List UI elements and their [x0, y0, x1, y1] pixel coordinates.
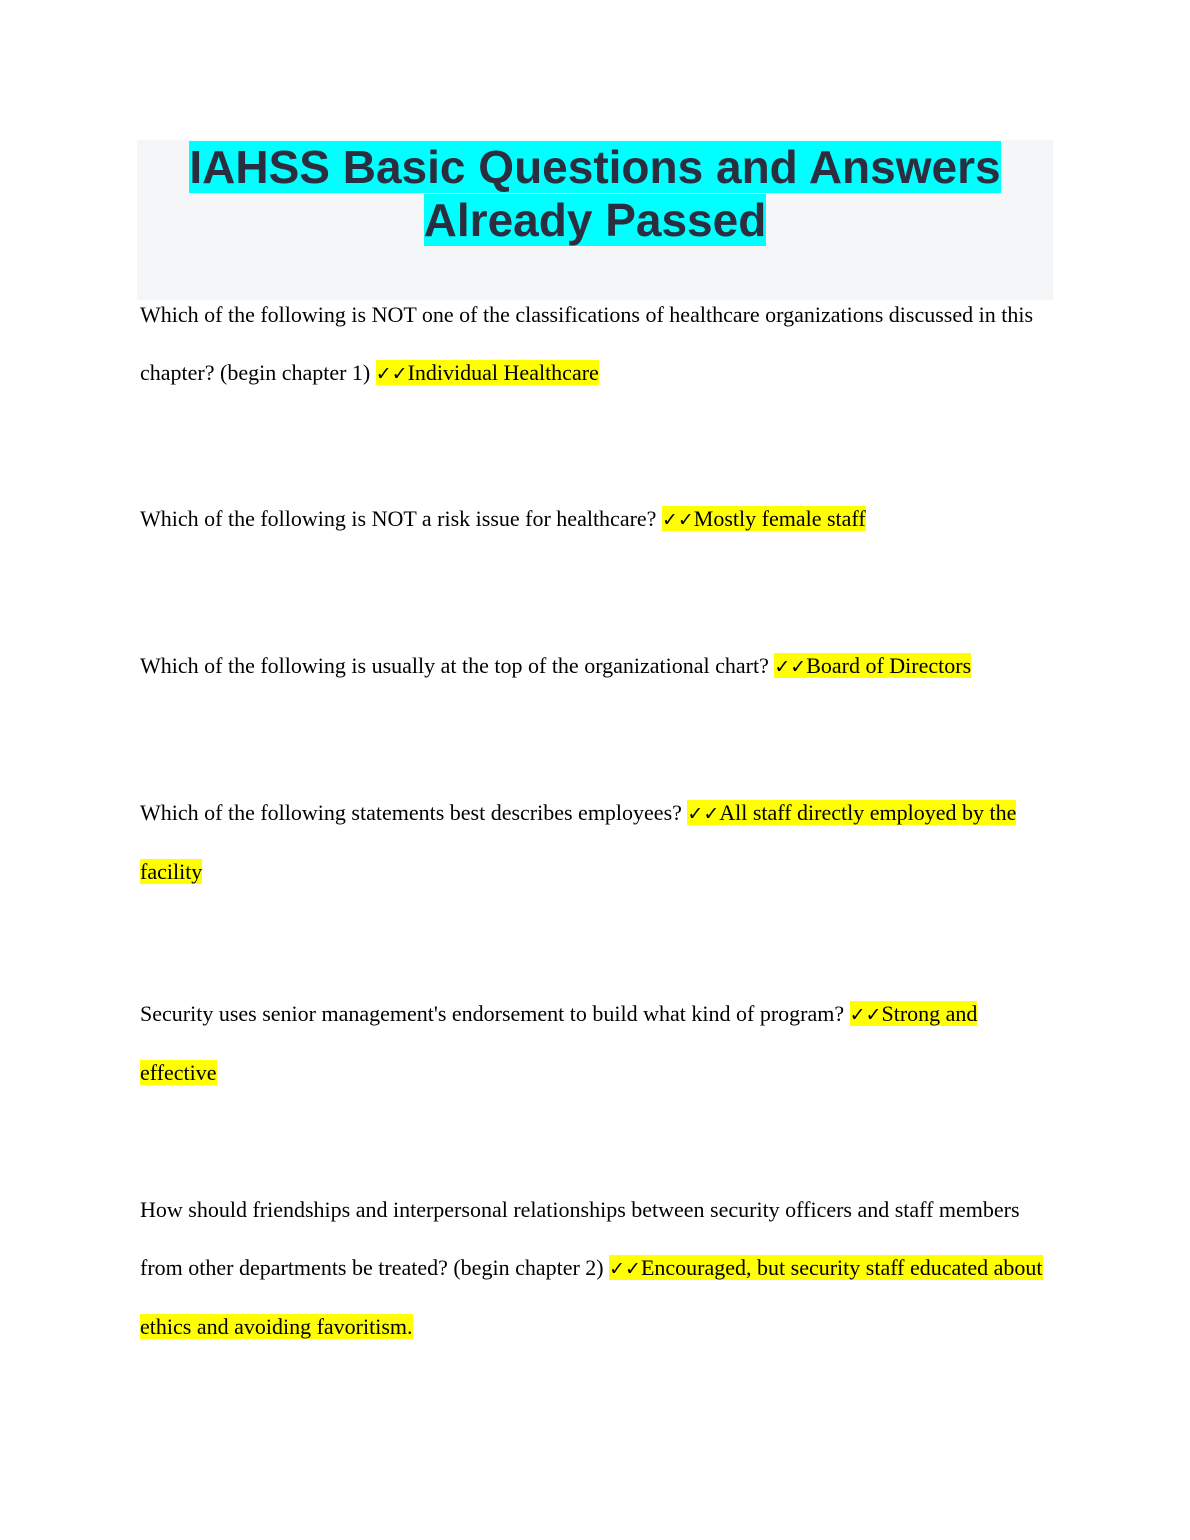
page-title-line-2: [137, 194, 1053, 247]
qa-item: [140, 985, 1055, 1102]
question-text: Which of the following is NOT a risk issue for healthcare?: [140, 506, 662, 531]
question-text: How should friendships and interpersonal relationships between security officers and staff members from other departments be treated? (begin chapter 2): [140, 1197, 1020, 1280]
double-check-icon: ✓✓: [774, 656, 807, 678]
answer-highlight: [774, 653, 971, 678]
question-text: Which of the following statements best describes employees?: [140, 800, 688, 825]
qa-item: [140, 784, 1055, 901]
answer-text: Board of Directors: [806, 653, 972, 678]
answer-highlight: [662, 506, 866, 531]
double-check-icon: ✓✓: [849, 1004, 882, 1026]
answer-highlight: [376, 360, 599, 385]
qa-item: [140, 490, 1055, 549]
answer-text: Mostly female staff: [693, 506, 866, 531]
double-check-icon: ✓✓: [661, 509, 694, 531]
answer-text: Strong and effective: [140, 1001, 978, 1085]
double-check-icon: ✓✓: [609, 1258, 641, 1280]
qa-item: [140, 637, 1055, 696]
question-text: Which of the following is NOT one of the classifications of healthcare organizations discussed in this chapter? (begin chapter 1): [140, 302, 1034, 385]
answer-text: Individual Healthcare: [407, 360, 599, 385]
qa-item: [140, 286, 1055, 403]
page-title-line-1: [137, 141, 1053, 194]
question-text: Security uses senior management's endorsement to build what kind of program?: [140, 1001, 850, 1026]
question-text: Which of the following is usually at the top of the organizational chart?: [140, 653, 775, 678]
page-title-text-2: Already Passed: [423, 194, 767, 246]
page-title-text-1: IAHSS Basic Questions and Answers: [189, 141, 1001, 193]
double-check-icon: ✓✓: [375, 363, 408, 385]
answer-text: All staff directly employed by the facility: [140, 800, 1017, 884]
double-check-icon: ✓✓: [687, 803, 720, 825]
title-block: [137, 140, 1053, 300]
answer-text: Encouraged, but security staff educated about ethics and avoiding favoritism.: [140, 1255, 1043, 1339]
qa-item: [140, 1181, 1055, 1356]
